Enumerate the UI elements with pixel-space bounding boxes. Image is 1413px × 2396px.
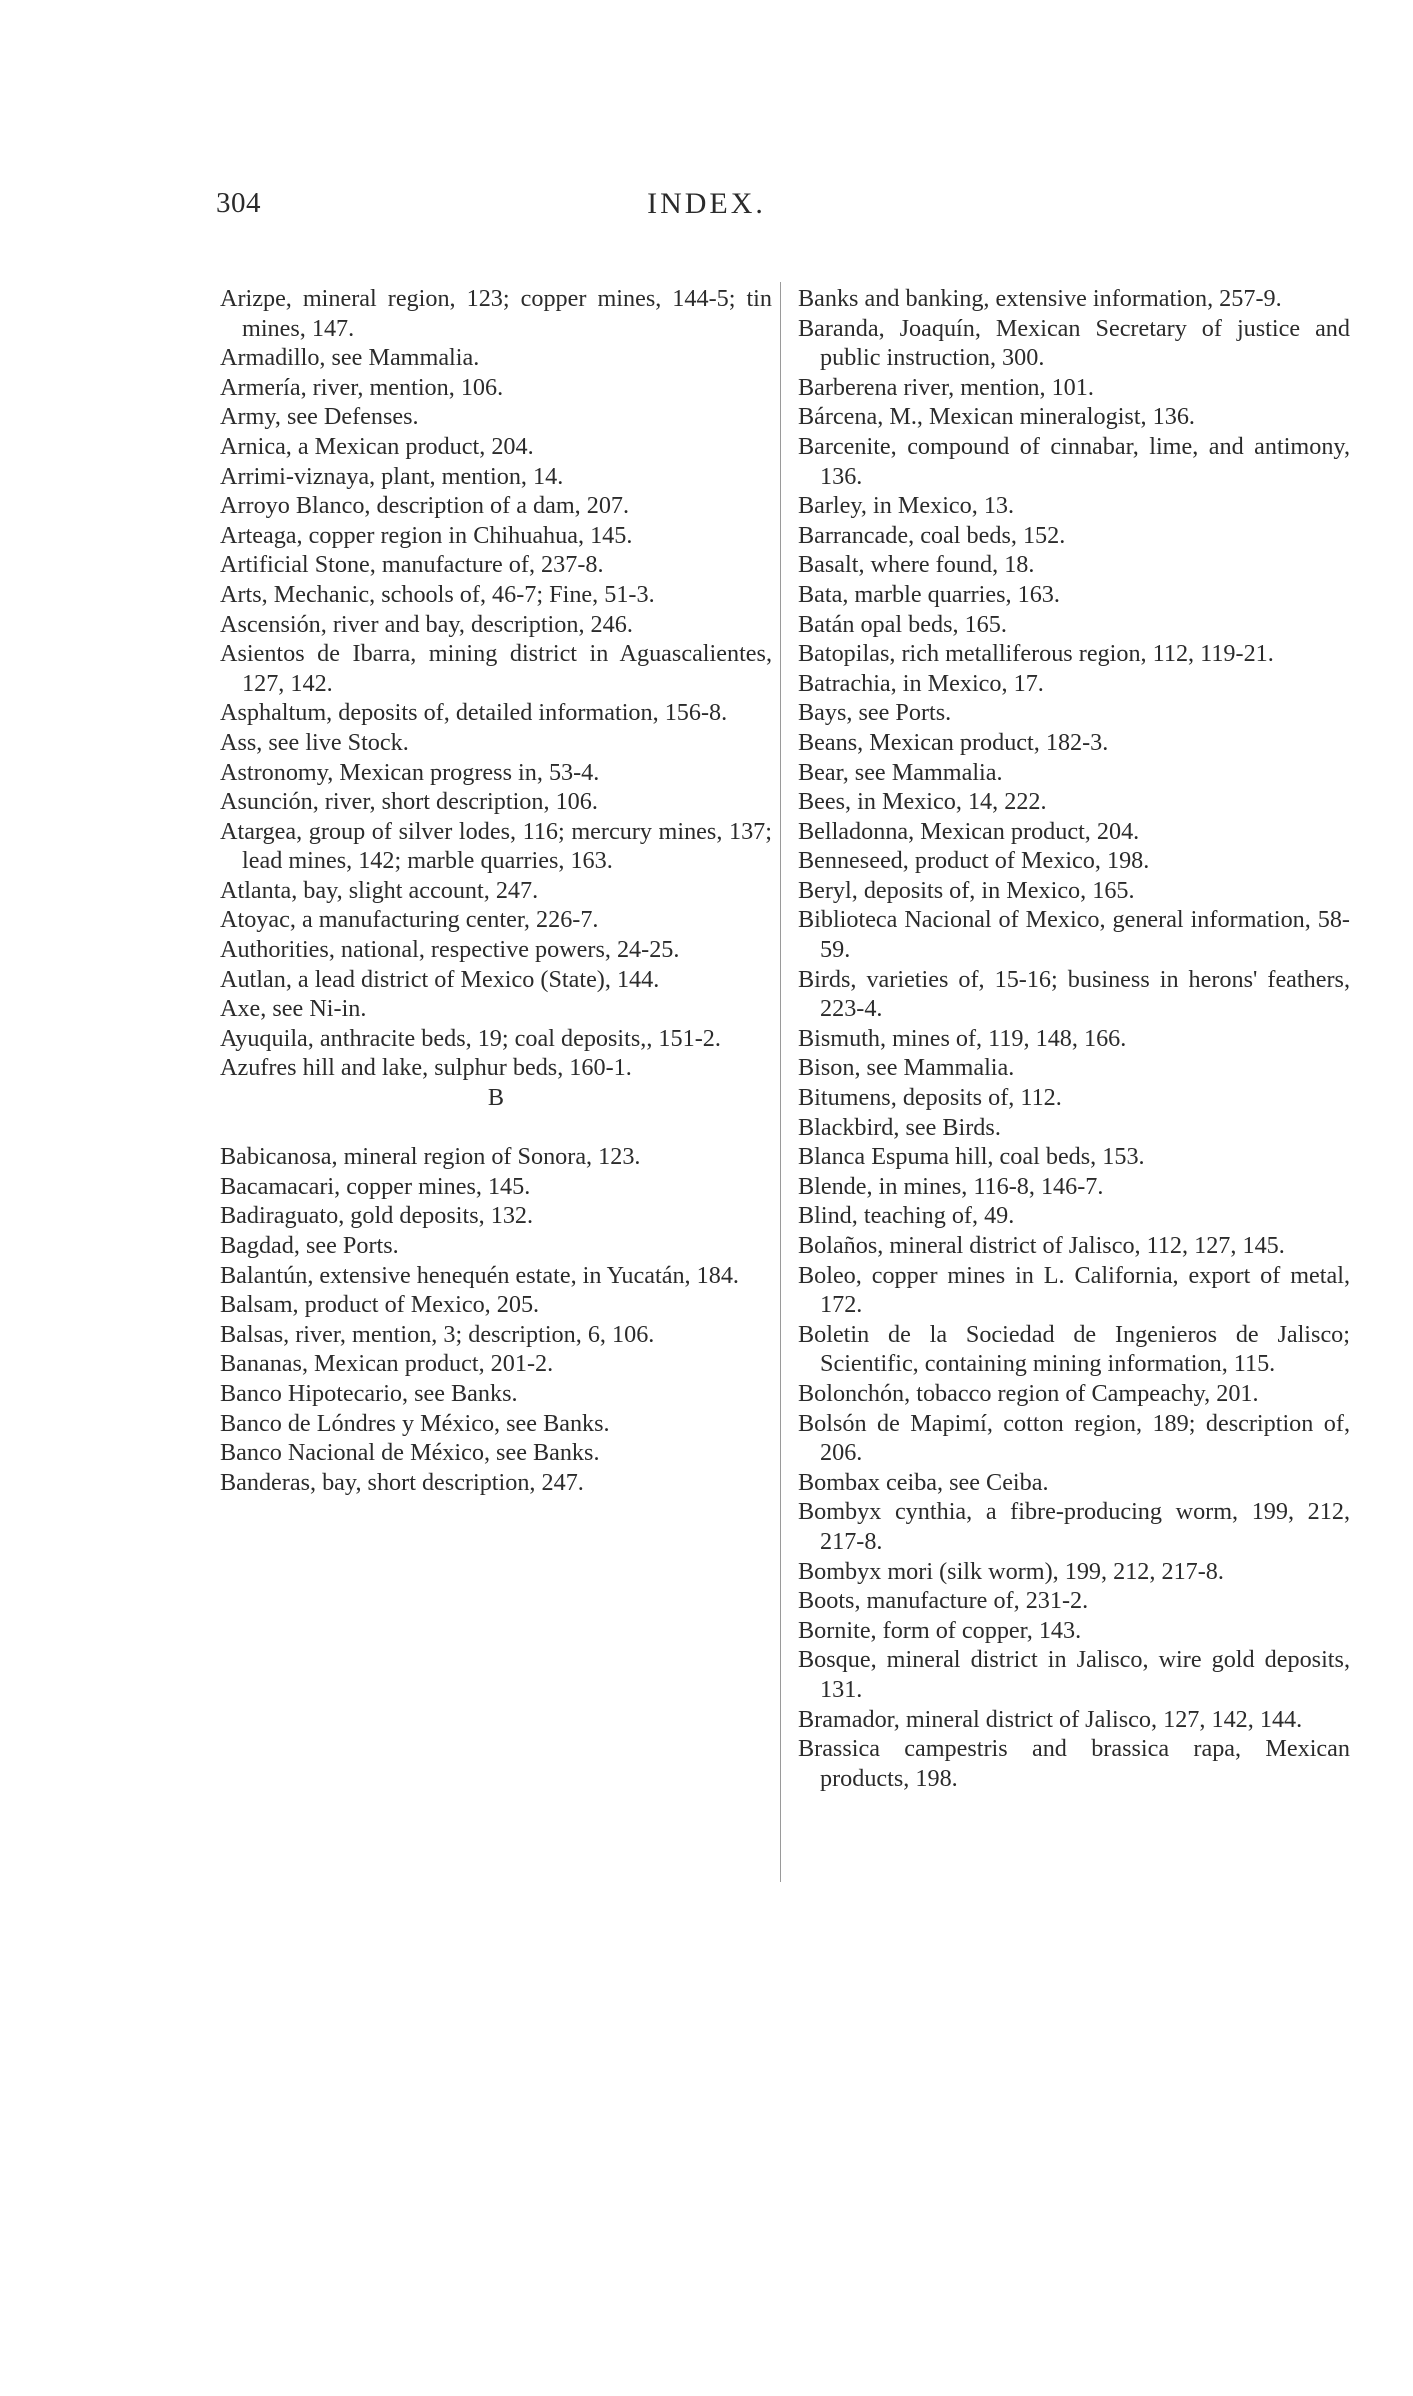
index-entry: Arts, Mechanic, schools of, 46-7; Fine, 51-3. [220,580,655,608]
left-column [220,284,772,1497]
index-entry: Brassica campestris and brassica rapa, Mexican products, 198. [798,1735,1350,1792]
index-entry: Army, see Defenses. [220,403,419,431]
index-entry: Bays, see Ports. [798,699,952,727]
index-entry: Belladonna, Mexican product, 204. [798,817,1140,845]
index-entry: Biblioteca Nacional of Mexico, general information, 58-59. [798,906,1350,964]
index-entry: Arizpe, mineral region, 123; copper mines, 144-5; tin mines, 147. [220,285,772,342]
index-entry: Boots, manufacture of, 231-2. [798,1587,1089,1615]
index-entry: Boletin de la Sociedad de Ingenieros de Jalisco; Scientific, containing mining information, 115. [798,1320,1350,1378]
index-entry: Bacamacari, copper mines, 145. [220,1172,531,1200]
index-entry: Bata, marble quarries, 163. [798,580,1060,608]
index-entry: Armería, river, mention, 106. [220,373,504,401]
index-entry: Asunción, river, short description, 106. [220,788,598,816]
index-entry: Banco Nacional de México, see Banks. [220,1439,600,1467]
right-entries-list [798,284,1350,1793]
entries-b-list [220,1142,772,1497]
index-entry: Bornite, form of copper, 143. [798,1616,1082,1644]
index-entry: Bárcena, M., Mexican mineralogist, 136. [798,403,1195,431]
index-entry: Banderas, bay, short description, 247. [220,1468,584,1496]
index-entry: Bear, see Mammalia. [798,758,1003,786]
index-entry: Ass, see live Stock. [220,728,409,756]
index-entry: Barley, in Mexico, 13. [798,492,1015,520]
index-entry: Balsas, river, mention, 3; description, 6, 106. [220,1320,655,1348]
index-entry: Atoyac, a manufacturing center, 226-7. [220,906,599,934]
index-entry: Bolonchón, tobacco region of Campeachy, 201. [798,1379,1259,1407]
page-header [0,187,1413,227]
column-divider [780,282,781,1882]
index-entry: Banks and banking, extensive information, 257-9. [798,285,1282,312]
running-title: INDEX. [647,187,766,220]
index-entry: Bitumens, deposits of, 112. [798,1084,1062,1112]
index-entry: Atargea, group of silver lodes, 116; mercury mines, 137; lead mines, 142; marble quarries, 163. [220,817,772,875]
index-entry: Bolsón de Mapimí, cotton region, 189; description of, 206. [798,1409,1350,1467]
index-entry: Blanca Espuma hill, coal beds, 153. [798,1143,1145,1171]
index-entry: Balsam, product of Mexico, 205. [220,1291,540,1319]
index-entry: Birds, varieties of, 15-16; business in herons' feathers, 223-4. [798,965,1350,1023]
entries-a-list [220,284,772,1083]
index-entry: Bananas, Mexican product, 201-2. [220,1350,554,1378]
index-entry: Atlanta, bay, slight account, 247. [220,876,539,904]
index-entry: Bison, see Mammalia. [798,1054,1015,1082]
index-entry: Banco de Lóndres y México, see Banks. [220,1409,610,1437]
index-entry: Azufres hill and lake, sulphur beds, 160-1. [220,1054,632,1082]
index-entry: Bramador, mineral district of Jalisco, 127, 142, 144. [798,1705,1303,1733]
index-entry: Asphaltum, deposits of, detailed information, 156-8. [220,699,728,727]
index-entry: Astronomy, Mexican progress in, 53-4. [220,758,600,786]
index-entry: Blende, in mines, 116-8, 146-7. [798,1172,1104,1200]
index-entry: Arteaga, copper region in Chihuahua, 145. [220,521,633,549]
index-entry: Bombyx cynthia, a fibre-producing worm, 199, 212, 217-8. [798,1498,1350,1555]
index-entry: Basalt, where found, 18. [798,551,1035,579]
index-entry: Banco Hipotecario, see Banks. [220,1379,518,1407]
index-entry: Beryl, deposits of, in Mexico, 165. [798,876,1135,904]
index-entry: Arroyo Blanco, description of a dam, 207. [220,492,630,520]
index-entry: Autlan, a lead district of Mexico (State), 144. [220,965,660,993]
index-entry: Barcenite, compound of cinnabar, lime, and antimony, 136. [798,432,1350,490]
index-entry: Barberena river, mention, 101. [798,373,1094,401]
index-entry: Authorities, national, respective powers, 24-25. [220,936,680,964]
index-entry: Bombax ceiba, see Ceiba. [798,1468,1049,1496]
index-entry: Batán opal beds, 165. [798,610,1007,638]
index-entry: Bees, in Mexico, 14, 222. [798,788,1047,816]
index-entry: Benneseed, product of Mexico, 198. [798,847,1150,875]
index-entry: Barrancade, coal beds, 152. [798,521,1066,549]
index-entry: Bolaños, mineral district of Jalisco, 112, 127, 145. [798,1232,1285,1259]
index-entry: Blackbird, see Birds. [798,1113,1001,1141]
index-entry: Artificial Stone, manufacture of, 237-8. [220,551,604,579]
index-entry: Badiraguato, gold deposits, 132. [220,1202,534,1230]
index-entry: Armadillo, see Mammalia. [220,344,480,372]
index-entry: Bosque, mineral district in Jalisco, wire gold deposits, 131. [798,1646,1350,1703]
index-entry: Bagdad, see Ports. [220,1232,399,1259]
index-entry: Arrimi-viznaya, plant, mention, 14. [220,462,564,490]
index-entry: Axe, see Ni-in. [220,995,367,1023]
index-entry: Ascensión, river and bay, description, 246. [220,610,633,638]
index-entry: Asientos de Ibarra, mining district in Aguascalientes, 127, 142. [220,640,772,697]
index-entry: Ayuquila, anthracite beds, 19; coal deposits,, 151-2. [220,1024,721,1052]
index-entry: Bombyx mori (silk worm), 199, 212, 217-8. [798,1557,1224,1585]
index-entry: Babicanosa, mineral region of Sonora, 123. [220,1143,641,1171]
index-entry: Baranda, Joaquín, Mexican Secretary of justice and public instruction, 300. [798,314,1350,372]
index-entry: Balantún, extensive henequén estate, in Yucatán, 184. [220,1261,739,1289]
index-entry: Batopilas, rich metalliferous region, 112, 119-21. [798,640,1274,668]
index-entry: Batrachia, in Mexico, 17. [798,669,1044,697]
right-column [798,284,1350,1793]
index-entry: Boleo, copper mines in L. California, export of metal, 172. [798,1261,1350,1319]
index-entry: Bismuth, mines of, 119, 148, 166. [798,1024,1127,1052]
index-entry: Arnica, a Mexican product, 204. [220,432,534,460]
section-letter-b: B [487,1084,505,1112]
index-entry: Blind, teaching of, 49. [798,1202,1015,1230]
page-number: 304 [216,187,261,219]
index-entry: Beans, Mexican product, 182-3. [798,728,1109,756]
